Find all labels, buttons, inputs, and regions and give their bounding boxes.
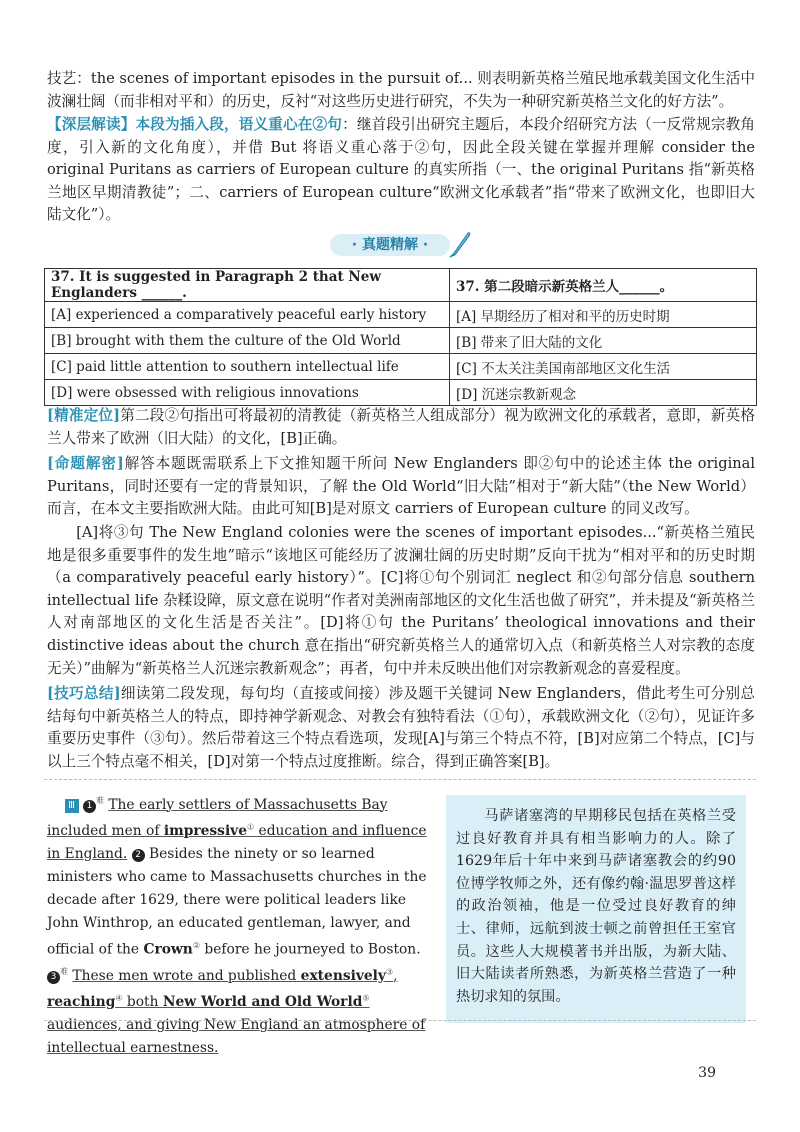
option-row — [45, 380, 757, 406]
option-zh: [C] 不太关注美国南部地区文化生活 — [450, 354, 757, 380]
sentence-1: The early settlers of Massachusetts Bay included men of impressive① education and influence in England. — [47, 796, 427, 862]
option-zh: [B] 带来了旧大陆的文化 — [450, 328, 757, 354]
vocab-reaching: reaching — [47, 994, 116, 1011]
intro-paragraph: 技艺：the scenes of important episodes in the pursuit of... 则表明新英格兰殖民地承载美国文化生活中波澜壮阔（而非相对平和）的历史，反衬“对这些历史进行研究，不失为一种研究新英格兰文化的好方法”。 — [47, 70, 755, 110]
option-zh: [A] 早期经历了相对和平的历史时期 — [450, 302, 757, 328]
option-en: [C] paid little attention to southern intellectual life — [45, 354, 450, 380]
sentence-3-end: audiences, and giving New England an atmosphere of intellectual earnestness. — [47, 1017, 426, 1057]
locate-text: 第二段②句指出可将最初的清教徒（新英格兰人组成部分）视为欧洲文化的承载者，意即，新英格兰人带来了欧洲（旧大陆）的文化，[B]正确。 — [47, 407, 755, 447]
option-zh: [D] 沉迷宗教新观念 — [450, 380, 757, 406]
distractors-paragraph: [A]将③句 The New England colonies were the scenes of important episodes...“新英格兰殖民地是很多重要事件的发生地”暗示“该地区可能经历了波澜壮阔的历史时期”反向干扰为“相对平和的历史时期（a comparatively peaceful early history）”。[C]将①句个别词汇 neglect 和②句部分信息 southern intellectual life 杂糅设障，原文意在说明“作者对美洲南部地区的文化生活也做了研究”，并未提及“新英格兰人对南部地区的文化生活是否关注”。[D]将①句 the Puritans’ theological innovations and their distinctive ideas about the church 意在指出“研究新英格兰人的通常切入点（和新英格兰人对宗教的态度无关）”曲解为“新英格兰人沉迷宗教新观念”；再者，句中并未反映出他们对宗教新观念的喜爱程度。 — [47, 524, 755, 677]
divider — [44, 779, 756, 780]
roman-numeral-badge: Ⅲ — [65, 799, 79, 813]
locate-paragraph — [47, 405, 755, 450]
passage-text: Ⅲ $1^难$ The early settlers of Massachusetts Bay included men of impressive① education and influence in England. 2 Besides the ninety or so learned ministers who came to Massachusetts churches in the decade after 1629, there were political leaders like John Winthrop, an educated gentleman, lawyer, and official of the Crown② before he journeyed to Boston. $3^难$ These men wrote and published extensively③, reaching④ both New World and Old World⑤ audiences, and giving New England an atmosphere of intellectual earnestness. — [47, 796, 427, 1057]
quill-pen-icon — [448, 230, 472, 258]
skill-text: 细读第二段发现，每句均（直接或间接）涉及题干关键词 New Englanders，借此考生可分别总结每句中新英格兰人的特点，即持神学新观念、对教会有独特看法（①句），承载欧洲文化（②句），见证许多重要历史事件（③句）。然后带着这三个特点看选项，发现[A]与第三个特点不符，[B]对应第二个特点，[C]与以上三个特点毫不相关，[D]对第一个特点过度推断。综合，得到正确答案[B]。 — [47, 685, 755, 770]
sentence-2-text: Besides the ninety or so learned ministers who came to Massachusetts churches in the decade after 1629, there were political leaders like John Winthrop, an educated gentleman, lawyer, and official of the — [47, 846, 427, 958]
sentence-1-end: education and influence in England. — [47, 823, 427, 862]
question-stem-row — [45, 269, 757, 302]
sentence-1-text: The early settlers of Massachusetts Bay included men of — [47, 796, 388, 840]
vocab-new-world-old-world: New World and Old World — [162, 994, 363, 1011]
sentence-3: These men wrote and published extensively③, reaching④ both New World and Old World⑤ audiences, and giving New England an atmosphere of intellectual earnestness. — [47, 967, 426, 1057]
section-banner — [330, 232, 470, 258]
decode-paragraph — [47, 453, 755, 521]
option-en: [A] experienced a comparatively peaceful early history — [45, 302, 450, 328]
sentence-2-end: before he journeyed to Boston. — [204, 941, 421, 958]
option-row — [45, 328, 757, 354]
vocab-crown: Crown — [143, 941, 193, 958]
page-number: 39 — [698, 1065, 716, 1081]
option-row — [45, 354, 757, 380]
translation-box: 马萨诸塞湾的早期移民包括在英格兰受过良好教育并具有相当影响力的人。除了1629年后十年中来到马萨诸塞教会的约90位博学牧师之外，还有像约翰·温思罗普这样的政治领袖，他是一位受过良好教育的绅士、律师，远航到波士顿之前曾担任王室官员。这些人大规模著书并出版，为新大陆、旧大陆读者所熟悉，为新英格兰营造了一种热切求知的氛围。 — [446, 795, 746, 1023]
option-row — [45, 302, 757, 328]
question-stem-zh: 37. 第二段暗示新英格兰人______。 — [450, 269, 757, 302]
sentence-number-badge: 3 — [47, 971, 60, 984]
question-stem-en: 37. It is suggested in Paragraph 2 that New Englanders ______. — [45, 269, 450, 302]
vocab-impressive: impressive — [163, 823, 247, 840]
option-en: [D] were obsessed with religious innovations — [45, 380, 450, 406]
sentence-number-badge: 2 — [132, 849, 145, 862]
vocab-extensively: extensively — [300, 967, 386, 984]
deep-reading-paragraph — [47, 114, 755, 227]
question-table — [44, 268, 757, 406]
divider — [44, 1020, 756, 1021]
deep-reading-tag: 【深层解读】本段为插入段，语义重心在②句 — [47, 116, 343, 133]
deep-reading-text: ：继首段引出研究主题后，本段介绍研究方法（一反常规宗教角度，引入新的文化角度），并借 But 将语义重心落于②句，因此全段关键在掌握并理解 consider the original Puritans as carriers of European culture 的真实所指（一、the original Puritans 指“新英格兰地区早期清教徒”；二、carriers of European culture“欧洲文化承载者”指“带来了欧洲文化，也即旧大陆文化”）。 — [47, 116, 755, 224]
skill-paragraph — [47, 683, 755, 773]
sentence-number-badge: 1 — [83, 800, 96, 813]
decode-text: 解答本题既需联系上下文推知题干所问 New Englanders 即②句中的论述主体 the original Puritans，同时还要有一定的背景知识，了解 the Old World“旧大陆”相对于“新大陆”（the New World）而言，在本文主要指欧洲大陆。由此可知[B]是对原文 carriers of European culture 的同义改写。 — [47, 455, 756, 518]
section-banner-label: · 真题精解 · — [330, 234, 450, 256]
sentence-3-mid: both — [126, 994, 159, 1011]
locate-tag: [精准定位] — [47, 407, 121, 424]
skill-tag: [技巧总结] — [47, 685, 121, 702]
decode-tag: [命题解密] — [47, 455, 124, 472]
option-en: [B] brought with them the culture of the Old World — [45, 328, 450, 354]
sentence-3-text: These men wrote and published — [72, 967, 297, 984]
